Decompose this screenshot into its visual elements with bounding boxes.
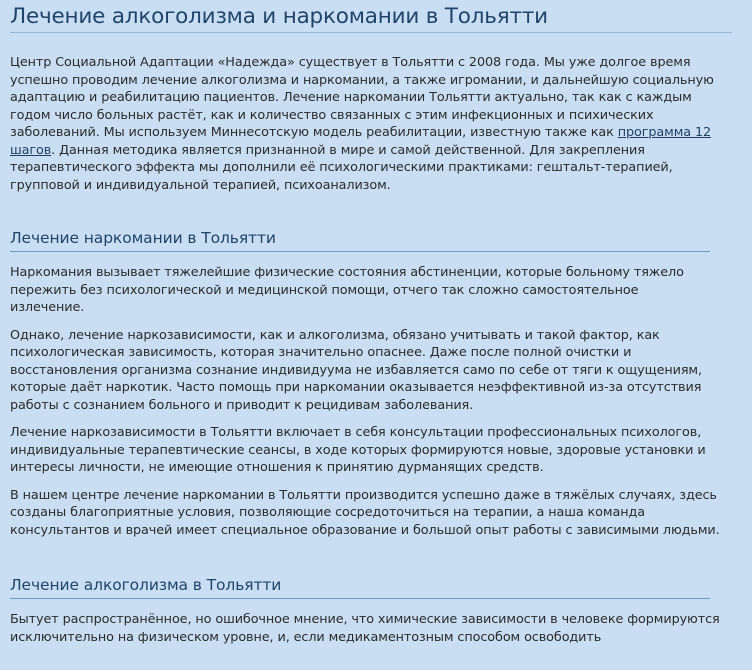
section-heading-drugs: Лечение наркомании в Тольятти [10,227,710,252]
drugs-paragraph-3: Лечение наркозависимости в Тольятти включает в себя консультации профессиональных психологов, индивидуальные терапевтические сеансы, в ходе которых формируются новые, здоровые установки и интересы личности, не имеющие отношения к принятию дурманящих средств. [10,425,706,475]
intro-text-before-link: Центр Социальной Адаптации «Надежда» существует в Тольятти с 2008 года. Мы уже долгое время успешно проводим лечение алкоголизма и наркомании, а также игромании, и дальнейшую социальную адаптацию и реабилитацию пациентов. Лечение наркомании Тольятти актуально, так как с каждым годом число больных растёт, как и количество связанных с этим инфекционных и психических заболеваний. Мы используем Миннесотскую модель реабилитации, известную также как [10,55,714,140]
page-title: Лечение алкоголизма и наркомании в Тольятти [10,3,732,33]
twelve-steps-link[interactable]: программа 12 шагов [10,125,712,158]
drugs-paragraph-4: В нашем центре лечение наркомании в Тольятти производится успешно даже в тяжёлых случаях, здесь созданы благоприятные условия, позволяющие сосредоточиться на терапии, а наша команда консультантов и врачей имеет специальное образование и большой опыт работы с зависимыми людьми. [10,487,720,538]
alcohol-paragraph-1: Бытует распространённое, но ошибочное мнение, что химические зависимости в человеке формируются исключительно на физическом уровне, и, если медикаментозным способом освободить [10,612,720,645]
intro-paragraph [10,54,720,194]
section-heading-alcohol: Лечение алкоголизма в Тольятти [10,574,710,599]
drugs-paragraph-1: Наркомания вызывает тяжелейшие физические состояния абстиненции, которые больному тяжело пережить без психологической и медицинской помощи, отчего так сложно самостоятельное излечение. [10,265,684,315]
drugs-paragraph-2: Однако, лечение наркозависимости, как и алкоголизма, обязано учитывать и такой фактор, как психологическая зависимость, которая значительно опаснее. Даже после полной очистки и восстановления организма сознание индивидуума не избавляется само по себе от тяги к ощущениям, которые даёт наркотик. Часто помощь при наркомании оказывается неэффективной из-за отсутствия работы с сознанием больного и приводит к рецидивам заболевания. [10,327,702,413]
intro-text-after-link: . Данная методика является признанной в мире и самой действенной. Для закрепления терапевтического эффекта мы дополнили её психологическими практиками: гештальт-терапией, групповой и индивидуальной терапией, психоанализом. [10,142,673,193]
